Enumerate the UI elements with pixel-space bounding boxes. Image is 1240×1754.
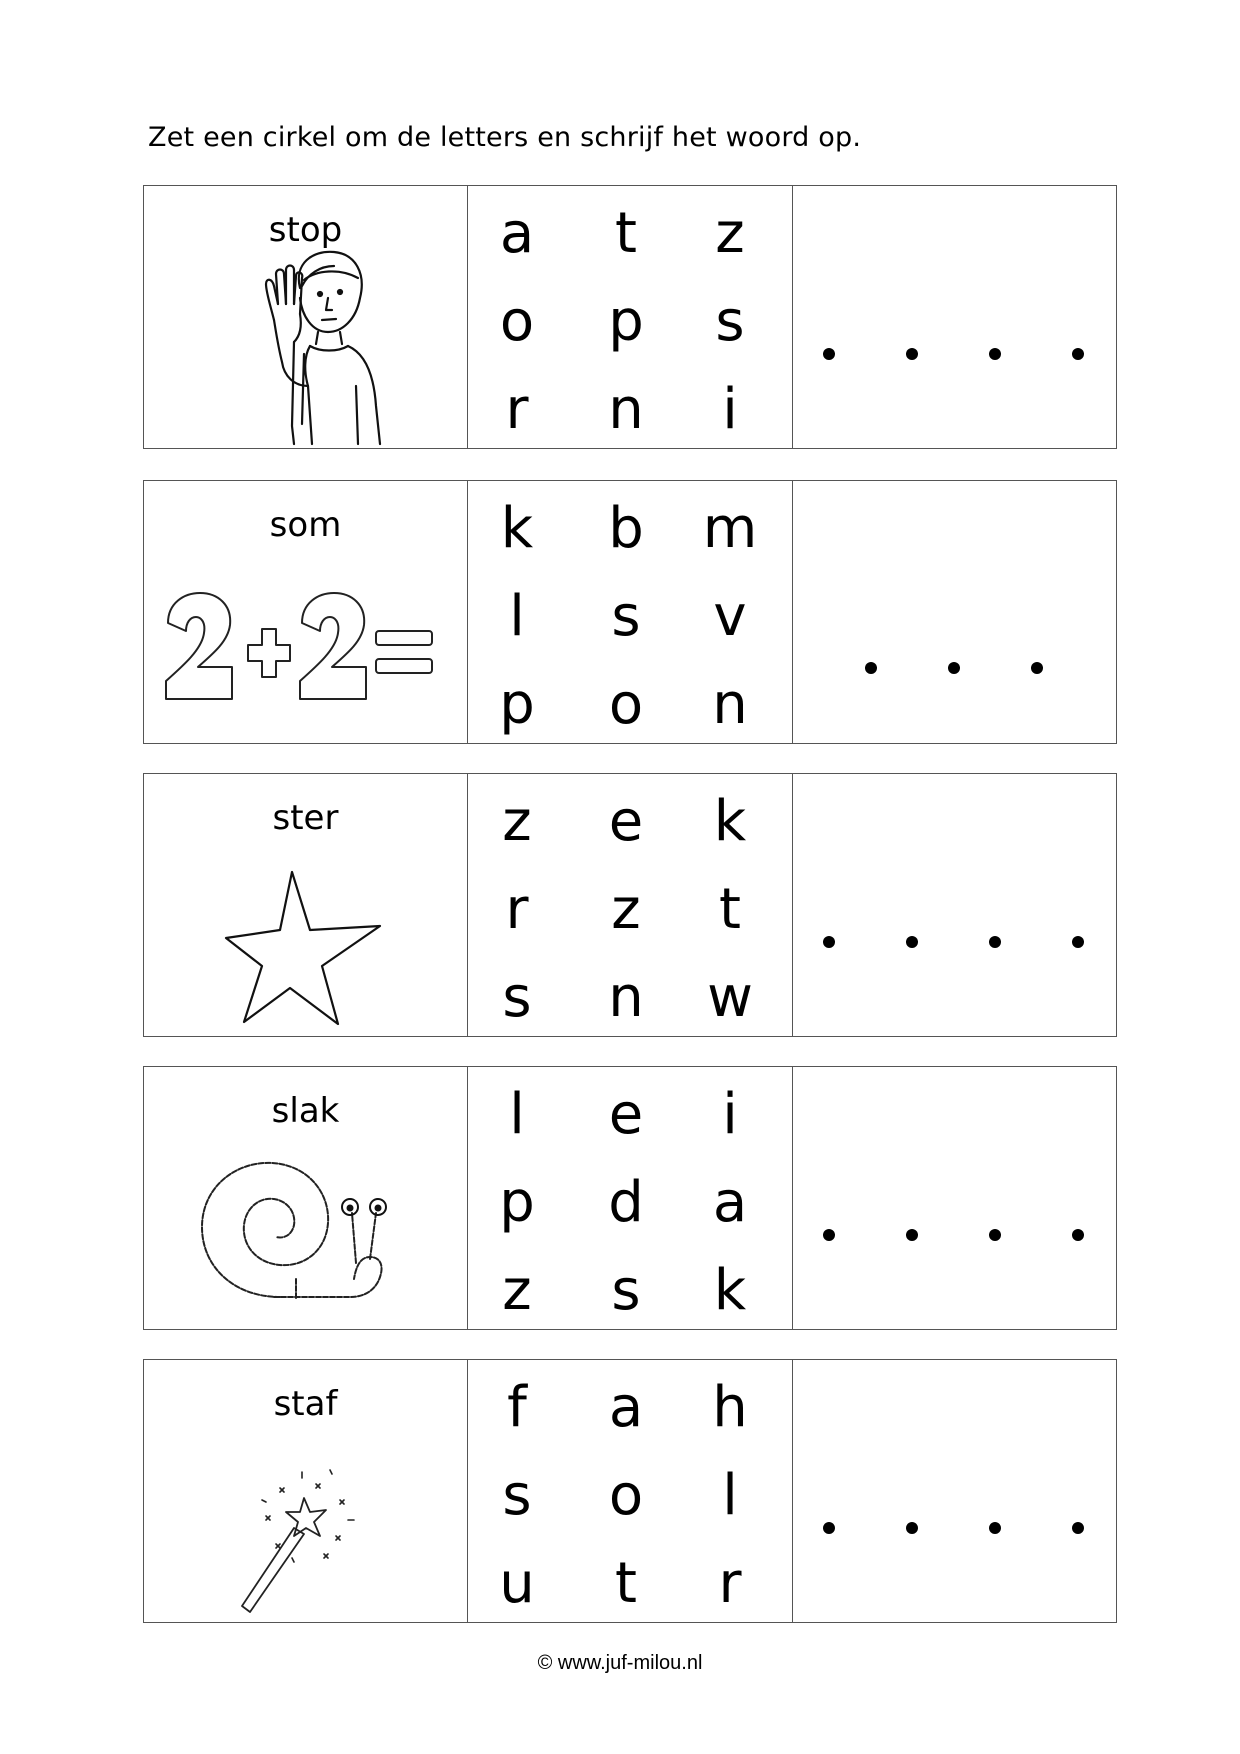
letter-option[interactable]: r bbox=[718, 1551, 742, 1616]
letter-option[interactable]: z bbox=[611, 877, 641, 942]
picture-cell bbox=[144, 481, 468, 743]
instruction-text: Zet een cirkel om de letters en schrijf het woord op. bbox=[148, 122, 862, 153]
letter-option[interactable]: t bbox=[615, 1551, 637, 1616]
letter-option[interactable]: s bbox=[611, 1258, 641, 1323]
letter-option[interactable]: e bbox=[608, 1082, 644, 1147]
answer-cell[interactable] bbox=[793, 774, 1116, 1036]
letter-slot-dot bbox=[1072, 1522, 1084, 1534]
letter-option[interactable]: i bbox=[722, 377, 738, 442]
letter-option[interactable]: b bbox=[608, 496, 644, 561]
letter-option[interactable]: u bbox=[499, 1551, 535, 1616]
letter-slot-dot bbox=[823, 1229, 835, 1241]
letter-slot-dot bbox=[948, 662, 960, 674]
letter-slot-dot bbox=[1072, 936, 1084, 948]
target-word: staf bbox=[273, 1384, 338, 1424]
letter-option[interactable]: f bbox=[507, 1375, 527, 1440]
letter-option[interactable]: t bbox=[615, 201, 637, 266]
letter-slot-dot bbox=[989, 936, 1001, 948]
letter-slot-dot bbox=[989, 1229, 1001, 1241]
target-word: stop bbox=[268, 210, 343, 250]
letter-slot-dot bbox=[906, 936, 918, 948]
letter-slot-dot bbox=[1031, 662, 1043, 674]
letter-slot-dot bbox=[906, 1522, 918, 1534]
letter-option[interactable]: s bbox=[502, 965, 532, 1030]
letter-grid bbox=[468, 481, 793, 743]
letter-option[interactable]: m bbox=[702, 496, 758, 561]
letter-option[interactable]: z bbox=[715, 201, 745, 266]
exercise-row bbox=[143, 1066, 1117, 1330]
letter-option[interactable]: n bbox=[608, 377, 644, 442]
letter-option[interactable]: l bbox=[509, 1082, 525, 1147]
letter-option[interactable]: a bbox=[499, 201, 535, 266]
letter-option[interactable]: l bbox=[509, 584, 525, 649]
letter-option[interactable]: s bbox=[611, 584, 641, 649]
answer-cell[interactable] bbox=[793, 481, 1116, 743]
letter-option[interactable]: z bbox=[502, 789, 532, 854]
letter-option[interactable]: o bbox=[608, 672, 644, 737]
picture-cell bbox=[144, 774, 468, 1036]
letter-option[interactable]: n bbox=[712, 672, 748, 737]
letter-grid bbox=[468, 1360, 793, 1622]
letter-slot-dot bbox=[1072, 348, 1084, 360]
letter-slot-dot bbox=[823, 1522, 835, 1534]
letter-slot-dot bbox=[989, 348, 1001, 360]
letter-option[interactable]: s bbox=[502, 1463, 532, 1528]
letter-option[interactable]: v bbox=[713, 584, 747, 649]
letter-option[interactable]: i bbox=[722, 1082, 738, 1147]
picture-cell bbox=[144, 186, 468, 448]
letter-option[interactable]: k bbox=[713, 1258, 747, 1323]
letter-option[interactable]: p bbox=[499, 672, 535, 737]
letter-grid bbox=[468, 1067, 793, 1329]
letter-option[interactable]: o bbox=[608, 1463, 644, 1528]
letter-option[interactable]: l bbox=[722, 1463, 738, 1528]
target-word: ster bbox=[272, 798, 339, 838]
copyright-footer: © www.juf-milou.nl bbox=[537, 1652, 703, 1674]
exercise-row bbox=[143, 480, 1117, 744]
exercise-row bbox=[143, 185, 1117, 449]
letter-option[interactable]: w bbox=[707, 965, 753, 1030]
letter-option[interactable]: e bbox=[608, 789, 644, 854]
letter-option[interactable]: k bbox=[713, 789, 747, 854]
exercise-row bbox=[143, 773, 1117, 1037]
answer-cell[interactable] bbox=[793, 1360, 1116, 1622]
letter-option[interactable]: h bbox=[712, 1375, 748, 1440]
letter-slot-dot bbox=[989, 1522, 1001, 1534]
letter-option[interactable]: n bbox=[608, 965, 644, 1030]
letter-slot-dot bbox=[823, 348, 835, 360]
letter-option[interactable]: z bbox=[502, 1258, 532, 1323]
target-word: som bbox=[269, 505, 342, 545]
exercise-row bbox=[143, 1359, 1117, 1623]
letter-slot-dot bbox=[906, 1229, 918, 1241]
letter-option[interactable]: p bbox=[608, 289, 644, 354]
letter-slot-dot bbox=[865, 662, 877, 674]
letter-option[interactable]: o bbox=[499, 289, 535, 354]
letter-option[interactable]: s bbox=[715, 289, 745, 354]
letter-option[interactable]: a bbox=[608, 1375, 644, 1440]
letter-option[interactable]: p bbox=[499, 1170, 535, 1235]
letter-slot-dot bbox=[823, 936, 835, 948]
letter-grid bbox=[468, 774, 793, 1036]
letter-slot-dot bbox=[1072, 1229, 1084, 1241]
letter-option[interactable]: r bbox=[505, 377, 529, 442]
letter-option[interactable]: t bbox=[719, 877, 741, 942]
picture-cell bbox=[144, 1360, 468, 1622]
picture-cell bbox=[144, 1067, 468, 1329]
letter-slot-dot bbox=[906, 348, 918, 360]
target-word: slak bbox=[271, 1091, 340, 1131]
answer-cell[interactable] bbox=[793, 186, 1116, 448]
answer-cell[interactable] bbox=[793, 1067, 1116, 1329]
letter-option[interactable]: a bbox=[712, 1170, 748, 1235]
letter-option[interactable]: k bbox=[500, 496, 534, 561]
letter-option[interactable]: r bbox=[505, 877, 529, 942]
letter-grid bbox=[468, 186, 793, 448]
letter-option[interactable]: d bbox=[608, 1170, 644, 1235]
